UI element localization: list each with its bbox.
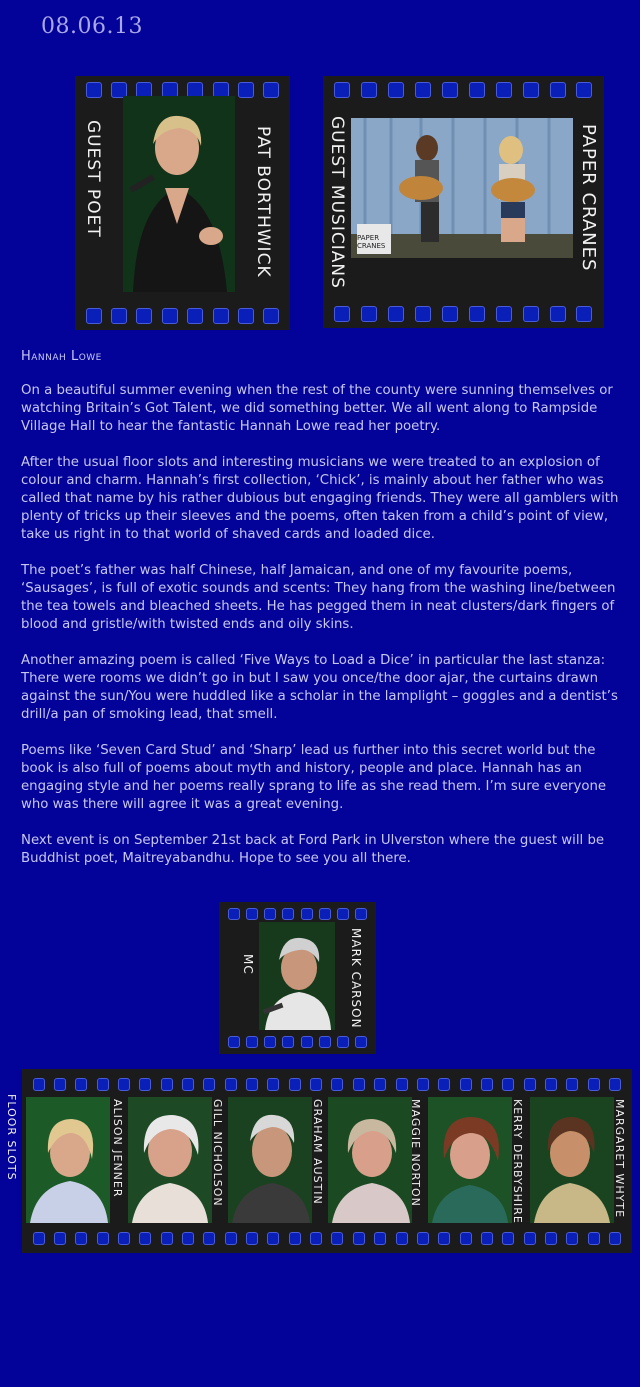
floor-reader-photo xyxy=(26,1097,110,1223)
floor-reader-photo xyxy=(428,1097,512,1223)
floor-reader-photo xyxy=(328,1097,412,1223)
article xyxy=(21,348,621,886)
floor-reader-photo xyxy=(228,1097,312,1223)
guest-poet-photo-frame xyxy=(75,76,290,330)
mc-photo xyxy=(259,922,335,1030)
floor-reader-name: MAGGIE NORTON xyxy=(409,1099,422,1207)
mc-name-label: MARK CARSON xyxy=(349,928,363,1029)
article-paragraph: The poet’s father was half Chinese, half Jamaican, and one of my favourite poems, ‘Sausages’, is full of exotic sounds and scents: They hang from the washing line/between the tea towels and bleached sheets. He has pegged them in neat clusters/dark fingers of blood and gristle/with twisted ends and oily skins. xyxy=(21,563,616,632)
guest-musicians-name-label: PAPER CRANES xyxy=(578,124,599,272)
article-paragraph: Poems like ‘Seven Card Stud’ and ‘Sharp’ lead us further into this secret world but the book is also full of poems about myth and history, people and place. Hannah has an engaging style and her poems really sprang to life as she read them. I’m sure everyone who was there will agree it was a great evening. xyxy=(21,743,607,812)
guest-musicians-photo xyxy=(351,118,573,258)
floor-reader-name: ALISON JENNER xyxy=(111,1099,124,1198)
article-title: Hannah Lowe xyxy=(21,349,102,364)
guest-musicians-photo-frame xyxy=(323,76,604,328)
paper-cranes-sign: PAPER CRANES xyxy=(357,234,386,250)
mc-photo-frame xyxy=(219,902,376,1054)
floor-slots-photo-strip xyxy=(22,1069,632,1253)
article-paragraph: Next event is on September 21st back at Ford Park in Ulverston where the guest will be Buddhist poet, Maitreyabandhu. Hope to see you all there. xyxy=(21,833,605,866)
article-paragraph: After the usual floor slots and interesting musicians we were treated to an explosion of colour and charm. Hannah’s first collection, ‘Chick’, is mainly about her father who was called that name by his rather dubious but engaging friends. They were all gamblers with plenty of tricks up their sleeves and the poems, often taken from a child’s point of view, take us right in to that world of shaved cards and loaded dice. xyxy=(21,455,619,542)
mc-role-label: MC xyxy=(241,954,255,975)
guest-musicians-role-label: GUEST MUSICIANS xyxy=(327,116,347,289)
guest-poet-photo xyxy=(123,96,235,292)
floor-reader-name: GILL NICHOLSON xyxy=(211,1099,224,1207)
floor-reader-name: MARGARET WHYTE xyxy=(613,1099,626,1219)
floor-slots-label: FLOOR SLOTS xyxy=(5,1094,18,1181)
guest-poet-name-label: PAT BORTHWICK xyxy=(253,126,273,278)
floor-reader-photo xyxy=(128,1097,212,1223)
floor-reader-photo xyxy=(530,1097,614,1223)
floor-reader-name: KERRY DERBYSHIRE xyxy=(511,1099,524,1224)
guest-poet-role-label: GUEST POET xyxy=(83,120,103,238)
article-paragraph: On a beautiful summer evening when the rest of the county were sunning themselves or watching Britain’s Got Talent, we did something better. We all went along to Rampside Village Hall to hear the fantastic Hannah Lowe read her poetry. xyxy=(21,383,613,434)
article-paragraph: Another amazing poem is called ‘Five Ways to Load a Dice’ in particular the last stanza: There were rooms we didn’t go in but I saw you once/the door ajar, the curtains drawn against the sun/You were huddled like a scholar in the lamplight – goggles and a dentist’s drill/a pan of smoking lead, that smell. xyxy=(21,653,618,722)
floor-reader-name: GRAHAM AUSTIN xyxy=(311,1099,324,1205)
post-date: 08.06.13 xyxy=(41,14,143,39)
